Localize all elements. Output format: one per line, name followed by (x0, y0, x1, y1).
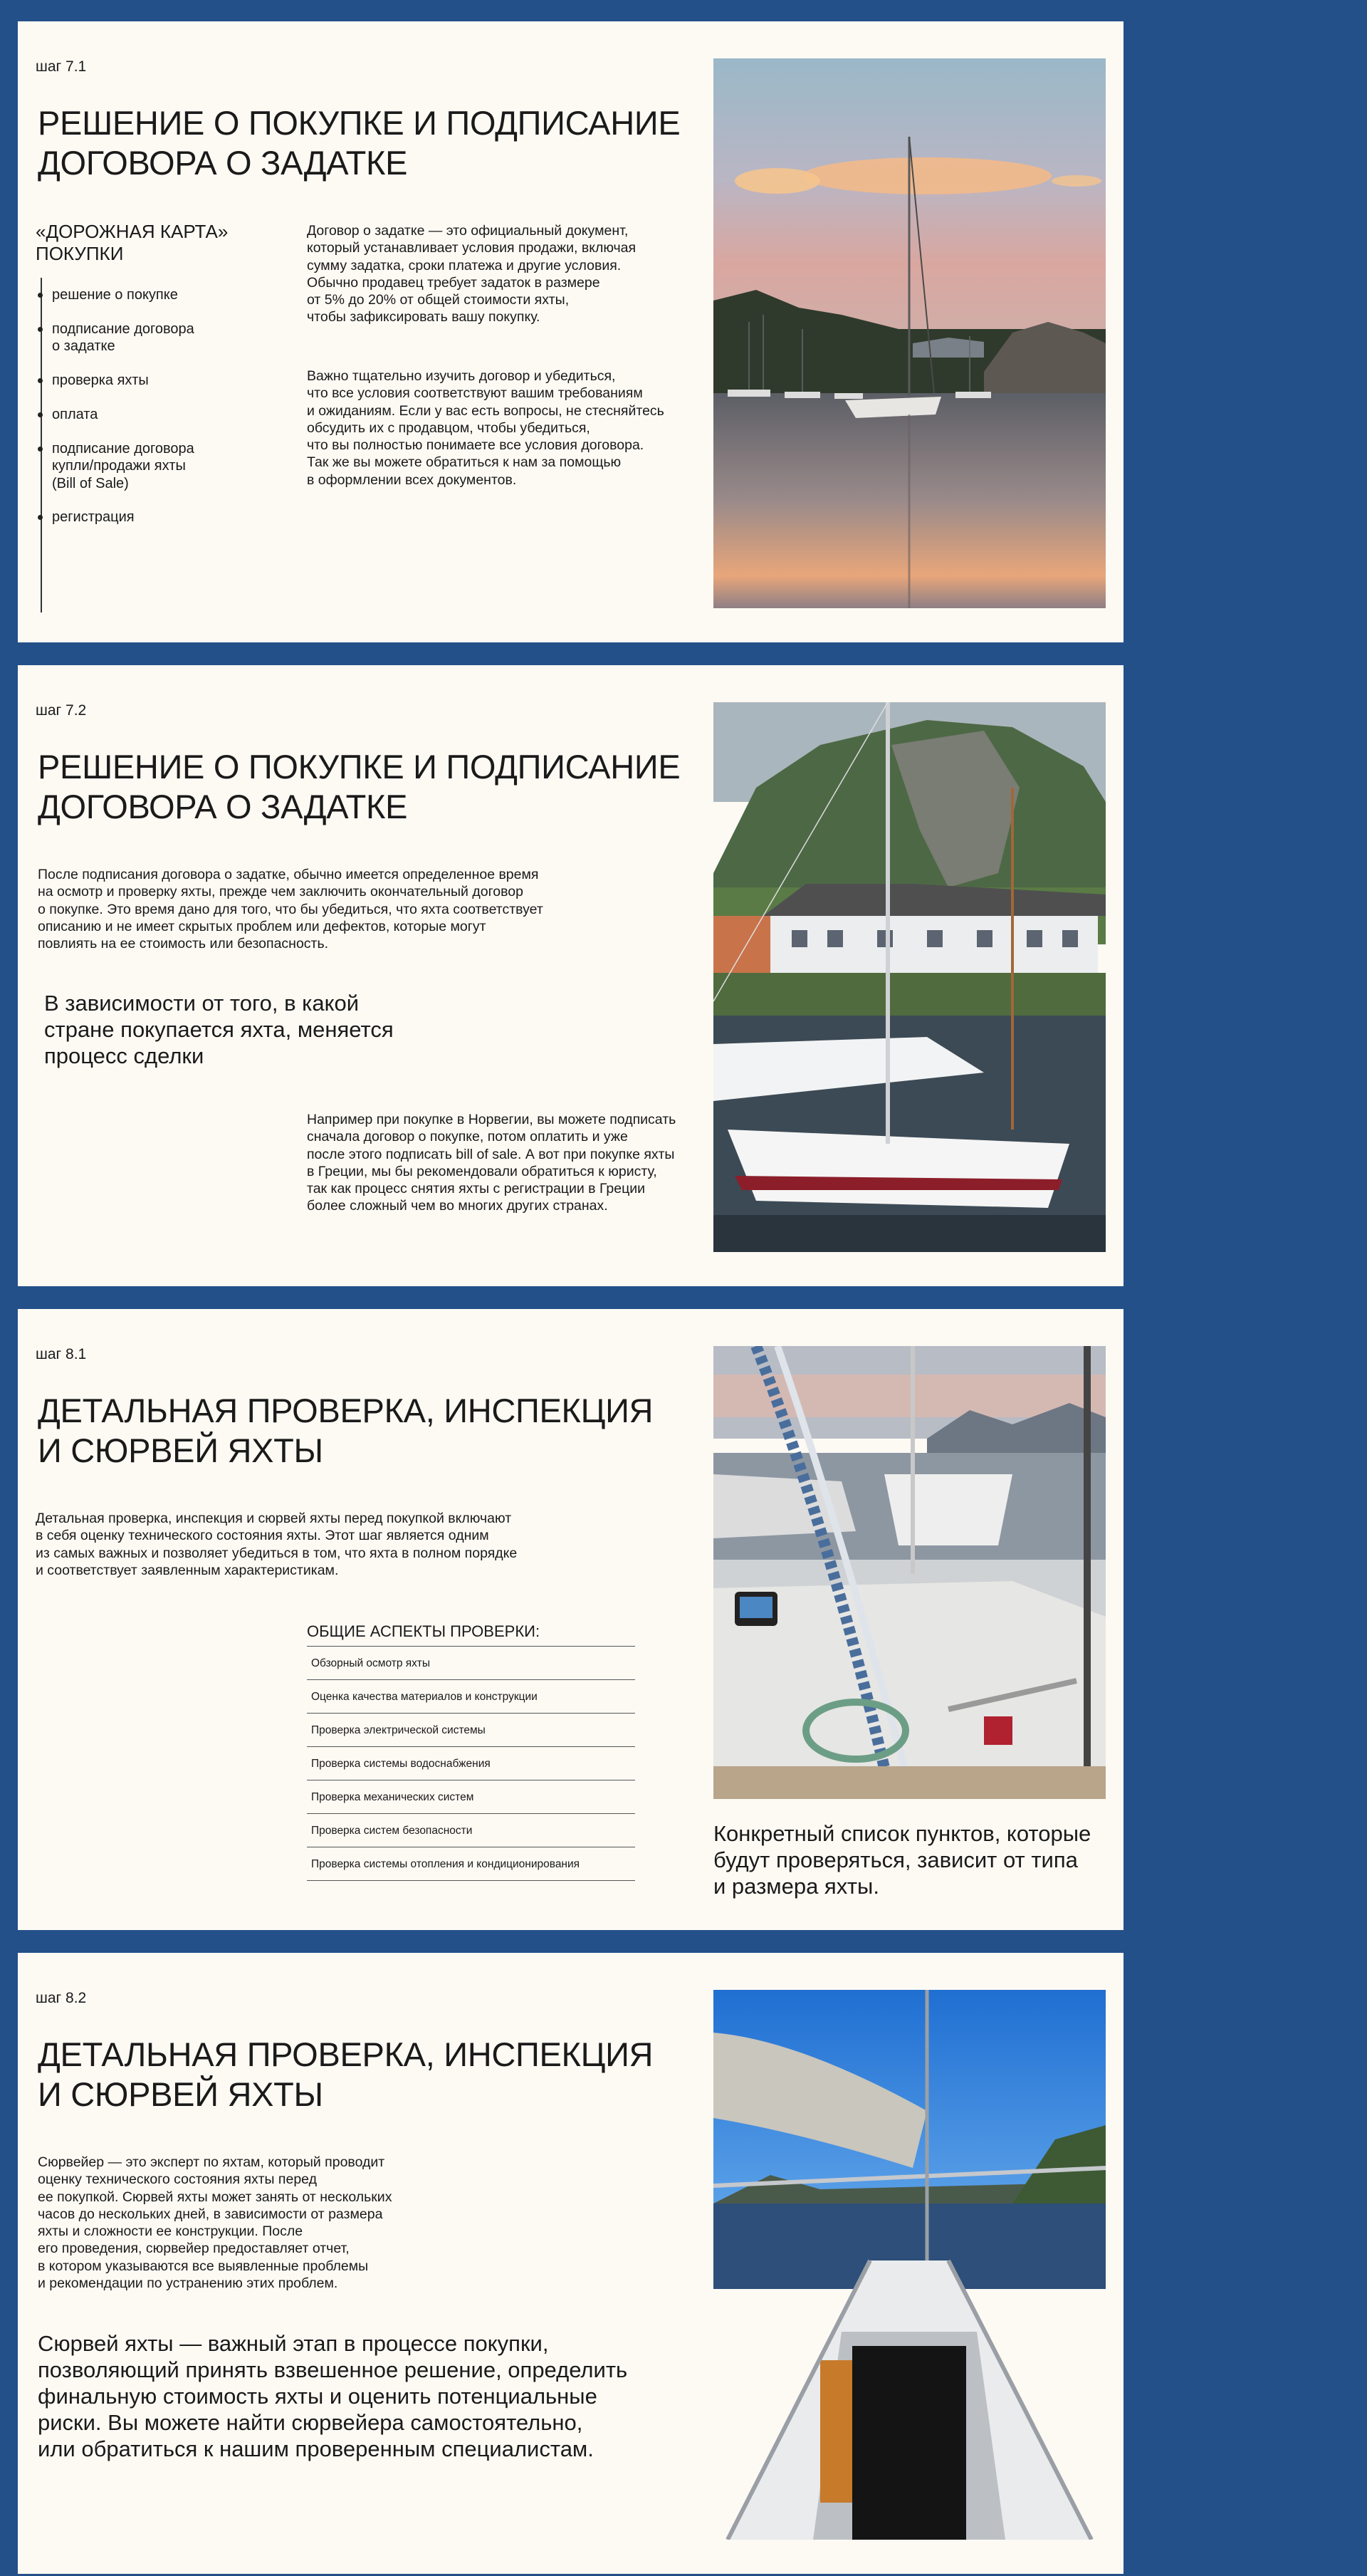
country-examples-paragraph: Например при покупке в Норвегии, вы можете подписать сначала договор о покупке, потом оплатить и уже после этого подписать bill of sale. А вот при покупке яхты в Греции, мы бы рекомендовали обратиться к юристу, так как процесс снятия яхты с регистрации в Греции более сложный чем во многих других странах. (307, 1112, 676, 1214)
roadmap-item: подписание договора о задатке (38, 320, 194, 355)
slide-title: ДЕТАЛЬНАЯ ПРОВЕРКА, ИНСПЕКЦИЯ И СЮРВЕЙ ЯХТЫ (38, 1392, 654, 1469)
checklist-item: Проверка механических систем (307, 1780, 635, 1814)
surveyor-paragraph: Сюрвейер — это эксперт по яхтам, который проводит оценку технического состояния яхты перед ее покупкой. Сюрвей яхты может занять от нескольких часов до нескольких дней, в зависимости от размера яхты и сложности ее конструкции. После его проведения, сюрвейер предоставляет отчет, в котором указываются все выявленные проблемы и рекомендации по устранению этих проблем. (38, 2154, 392, 2292)
step-label: шаг 7.2 (36, 702, 87, 719)
sailboat-deck-rigging-photo (713, 1346, 1106, 1799)
slide-step-8-2 (18, 1953, 1124, 2574)
deposit-contract-paragraph: Договор о задатке — это официальный документ, который устанавливает условия продажи, включая сумму задатка, сроки платежа и другие условия. Обычно продавец требует задаток в размере от 5% до 20% от общей стоимости яхты, чтобы зафиксировать вашу покупку. (307, 223, 637, 325)
contract-review-paragraph: Важно тщательно изучить договор и убедиться, что все условия соответствуют вашим требованиям и ожиданиям. Если у вас есть вопросы, не стесняйтесь обсудить их с продавцом, чтобы убедиться, что вы полностью понимаете все условия договора. Так же вы можете обратиться к нам за помощью в оформлении всех документов. (307, 368, 664, 488)
checklist-item: Проверка систем безопасности (307, 1814, 635, 1847)
checklist-depends-note: Конкретный список пунктов, которые будут проверяться, зависит от типа и размера яхты. (713, 1821, 1091, 1899)
country-process-highlight: В зависимости от того, в какой стране покупается яхта, меняется процесс сделки (44, 991, 394, 1068)
checklist-item: Проверка электрической системы (307, 1714, 635, 1747)
inspection-checklist (307, 1646, 635, 1881)
roadmap-item: подписание договора купли/продажи яхты (Bill of Sale) (38, 440, 194, 492)
inspection-intro-paragraph: Детальная проверка, инспекция и сюрвей яхты перед покупкой включают в себя оценку технического состояния яхты. Этот шаг является одним из самых важных и позволяет убедиться в том, что яхта в полном порядке и соответствует заявленным характеристикам. (36, 1511, 518, 1578)
roadmap-item: регистрация (38, 509, 135, 526)
roadmap-item: оплата (38, 406, 98, 423)
checklist-item: Проверка системы отопления и кондиционирования (307, 1847, 635, 1881)
yacht-bow-bridge-photo (713, 1990, 1106, 2540)
checklist-item: Проверка системы водоснабжения (307, 1747, 635, 1780)
checklist-item: Обзорный осмотр яхты (307, 1647, 635, 1680)
slide-title: РЕШЕНИЕ О ПОКУПКЕ И ПОДПИСАНИЕ ДОГОВОРА О ЗАДАТКЕ (38, 104, 681, 182)
sunset-harbor-sailboat-photo (713, 58, 1106, 608)
roadmap-item: решение о покупке (38, 286, 178, 303)
step-label: шаг 8.1 (36, 1346, 87, 1362)
roadmap-title: «ДОРОЖНАЯ КАРТА» ПОКУПКИ (36, 221, 229, 264)
roadmap-item: проверка яхты (38, 372, 149, 389)
step-label: шаг 7.1 (36, 58, 87, 75)
slide-step-8-1 (18, 1309, 1124, 1930)
mountain-marina-photo (713, 702, 1106, 1252)
slide-title: ДЕТАЛЬНАЯ ПРОВЕРКА, ИНСПЕКЦИЯ И СЮРВЕЙ ЯХТЫ (38, 2035, 654, 2113)
checklist-item: Оценка качества материалов и конструкции (307, 1680, 635, 1714)
inspection-period-paragraph: После подписания договора о задатке, обычно имеется определенное время на осмотр и проверку яхты, прежде чем заключить окончательный договор о покупке. Это время дано для того, что бы убедиться, что яхта соответствует описанию и не имеет скрытых проблем или дефектов, которые могут повлиять на ее стоимость или безопасность. (38, 867, 543, 952)
checklist-title: ОБЩИЕ АСПЕКТЫ ПРОВЕРКИ: (307, 1622, 540, 1640)
step-label: шаг 8.2 (36, 1990, 87, 2006)
slide-step-7-1 (18, 21, 1124, 642)
slide-title: РЕШЕНИЕ О ПОКУПКЕ И ПОДПИСАНИЕ ДОГОВОРА О ЗАДАТКЕ (38, 748, 681, 825)
slide-step-7-2 (18, 665, 1124, 1286)
survey-importance-highlight: Сюрвей яхты — важный этап в процессе покупки, позволяющий принять взвешенное решение, определить финальную стоимость яхты и оценить потенциальные риски. Вы можете найти сюрвейера самостоятельно, или обратиться к нашим проверенным специалистам. (38, 2331, 628, 2461)
